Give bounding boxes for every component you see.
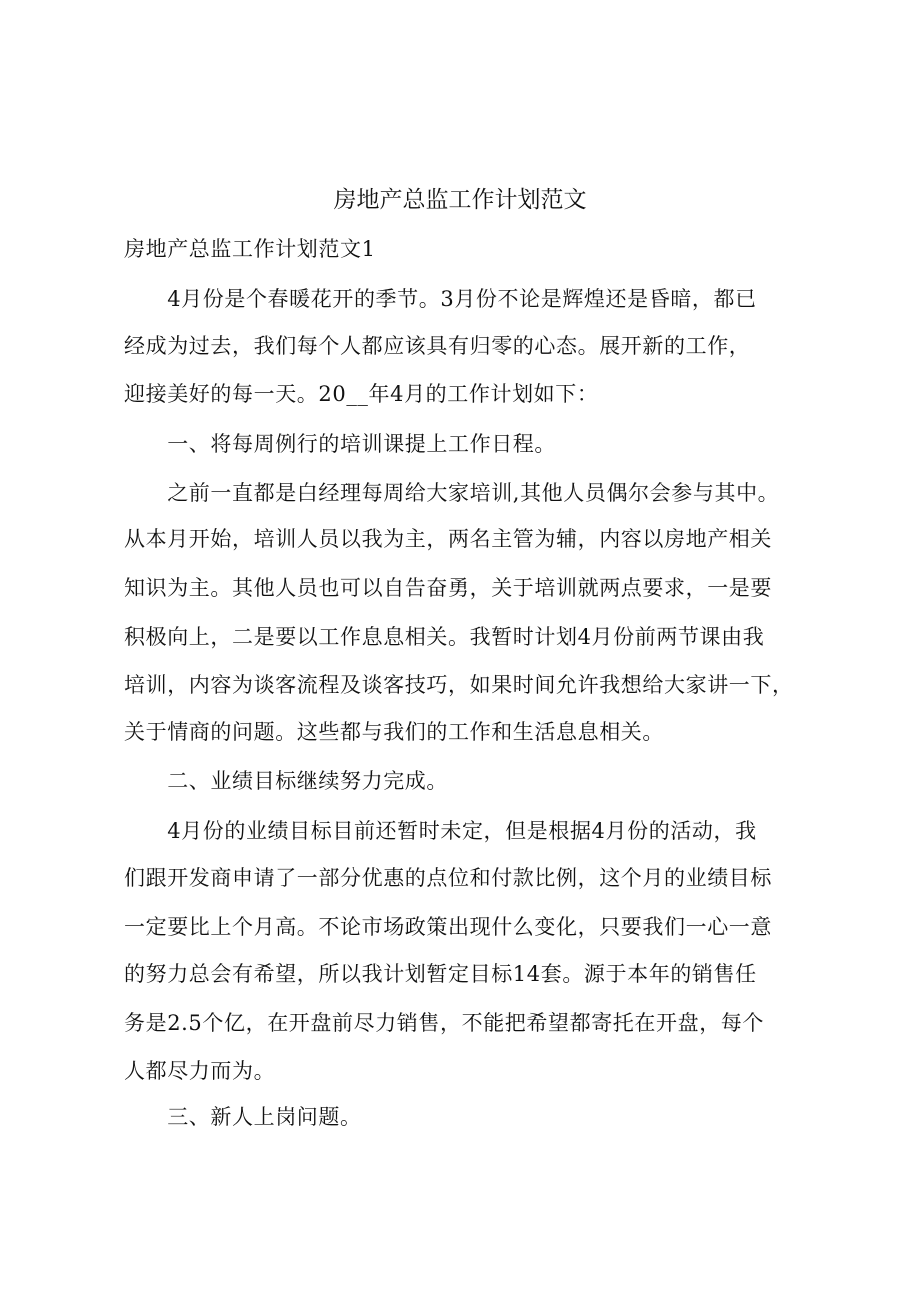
paragraph-line: 人都尽力而为。	[124, 1059, 276, 1083]
paragraph-line: 关于情商的问题。这些都与我们的工作和生活息息相关。	[124, 720, 664, 744]
paragraph-line: 4月份的业绩目标目前还暂时未定，但是根据4月份的活动，我	[124, 819, 757, 843]
section-heading: 房地产总监工作计划范文1	[124, 237, 376, 261]
paragraph-line: 一、将每周例行的培训课提上工作日程。	[124, 432, 556, 456]
paragraph-line: 们跟开发商申请了一部分优惠的点位和付款比例，这个月的业绩目标	[124, 866, 772, 890]
paragraph-line: 积极向上，二是要以工作息息相关。我暂时计划4月份前两节课由我	[124, 625, 765, 649]
paragraph-line: 务是2.5个亿，在开盘前尽力销售，不能把希望都寄托在开盘，每个	[124, 1011, 764, 1035]
paragraph-line: 的努力总会有希望，所以我计划暂定目标14套。源于本年的销售任	[124, 962, 757, 986]
paragraph-line: 二、业绩目标继续努力完成。	[124, 769, 448, 793]
paragraph-line: 三、新人上岗问题。	[124, 1105, 362, 1129]
paragraph-line: 4月份是个春暖花开的季节。3月份不论是辉煌还是昏暗，都已	[124, 287, 757, 311]
paragraph-line: 经成为过去，我们每个人都应该具有归零的心态。展开新的工作，	[124, 334, 751, 358]
document-title: 房地产总监工作计划范文	[333, 187, 587, 213]
paragraph-line: 之前一直都是白经理每周给大家培训,其他人员偶尔会参与其中。	[124, 481, 780, 505]
paragraph-line: 知识为主。其他人员也可以自告奋勇，关于培训就两点要求，一是要	[124, 576, 772, 600]
paragraph-line: 从本月开始，培训人员以我为主，两名主管为辅，内容以房地产相关	[124, 527, 772, 551]
paragraph-line: 培训，内容为谈客流程及谈客技巧，如果时间允许我想给大家讲一下，	[124, 673, 794, 697]
paragraph-line: 一定要比上个月高。不论市场政策出现什么变化，只要我们一心一意	[124, 915, 772, 939]
paragraph-line: 迎接美好的每一天。20__年4月的工作计划如下：	[124, 382, 599, 406]
